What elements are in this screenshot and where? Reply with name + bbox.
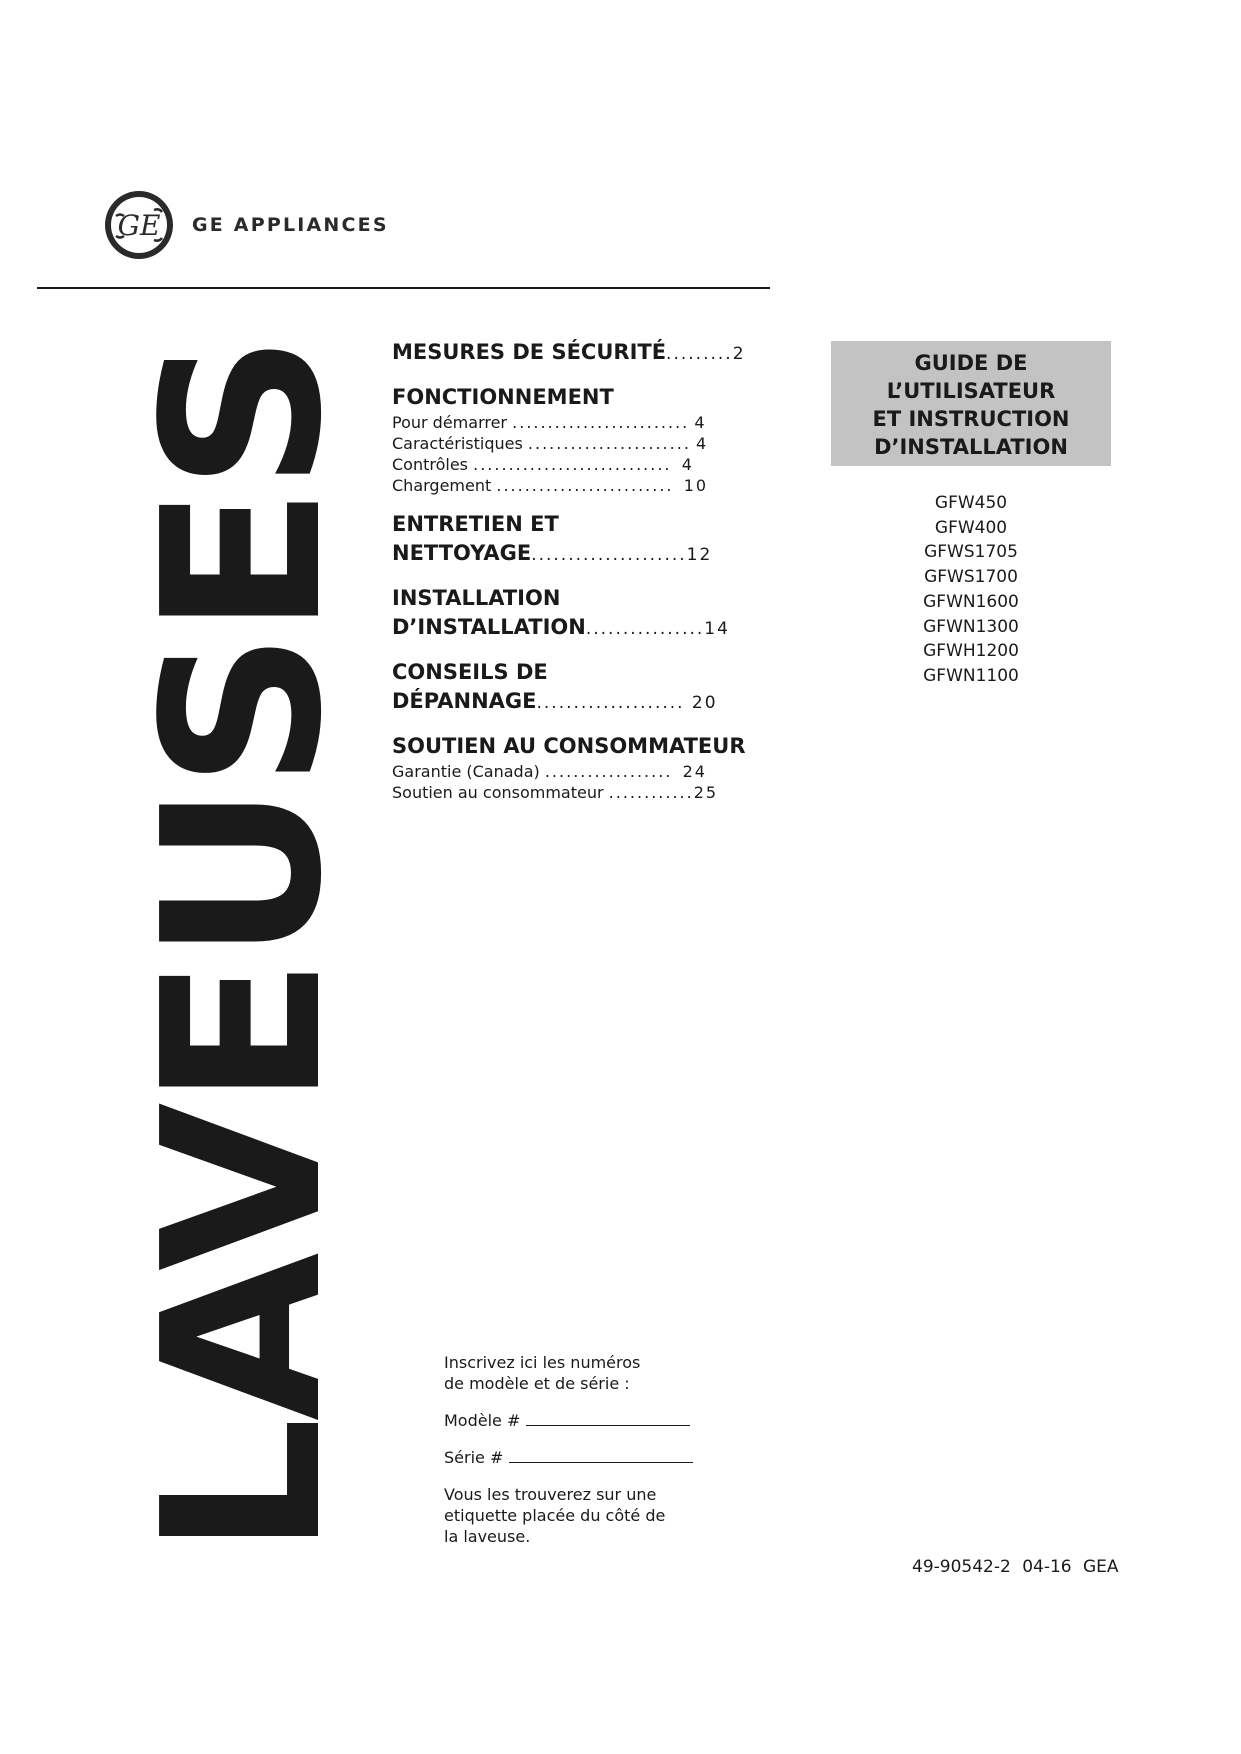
serial-number-field: Série # (444, 1447, 744, 1468)
toc-section-title: INSTALLATION (392, 586, 561, 610)
toc-section-title: ENTRETIEN ET (392, 512, 559, 536)
guide-title-box (831, 341, 1111, 466)
model-number: GFW400 (934, 517, 1008, 538)
toc-page-number: 2 (732, 344, 746, 364)
toc-section-title-line2: NETTOYAGE (392, 541, 532, 565)
guide-title-line: ET INSTRUCTION (872, 407, 1070, 431)
brand-name: GE APPLIANCES (192, 214, 389, 236)
guide-title-line: D’INSTALLATION (874, 435, 1068, 459)
serial-blank-line (509, 1447, 693, 1463)
model-number-field: Modèle # (444, 1410, 744, 1431)
guide-title-line: GUIDE DE (914, 351, 1028, 375)
model-list (831, 491, 1111, 689)
toc-section-title: FONCTIONNEMENT (392, 385, 614, 409)
guide-title-line: L’UTILISATEUR (886, 379, 1056, 403)
toc-leader: ......... (666, 344, 733, 364)
toc-leader: ................ (585, 619, 705, 639)
toc-section-title: CONSEILS DE (392, 660, 548, 684)
toc-item: Caractéristiques ....................... 4 (392, 434, 709, 453)
toc-section-title-line2: D’INSTALLATION (392, 615, 586, 639)
toc-item: Soutien au consommateur ............25 (392, 783, 719, 802)
toc-leader: ..................... (531, 545, 687, 565)
toc-item: Contrôles ............................ 4 (392, 455, 694, 474)
toc-section-troubleshooting (392, 658, 812, 718)
model-number: GFWN1600 (923, 591, 1019, 612)
toc-section-safety (392, 338, 812, 369)
model-number: GFWS1705 (924, 542, 1018, 563)
toc-page-number: 20 (691, 693, 718, 713)
table-of-contents (392, 338, 812, 817)
toc-item: Chargement ......................... 10 (392, 476, 709, 495)
document-code: 49-90542-2 04-16 GEA (912, 1557, 1119, 1577)
model-number: GFWH1200 (923, 641, 1019, 662)
svg-text:GE: GE (117, 209, 161, 242)
model-blank-line (526, 1410, 690, 1426)
register-serial-block (444, 1352, 744, 1563)
model-number: GFWN1300 (923, 616, 1019, 637)
toc-item: Garantie (Canada) .................. 24 (392, 762, 707, 781)
toc-page-number: 12 (686, 545, 713, 565)
ge-logo-icon (104, 190, 174, 260)
model-number: GFWN1100 (923, 665, 1019, 686)
toc-section-operation (392, 383, 812, 496)
toc-section-installation (392, 584, 812, 644)
model-number: GFW450 (934, 493, 1008, 513)
toc-section-title: SOUTIEN AU CONSOMMATEUR (392, 734, 746, 758)
header-divider (37, 287, 770, 289)
toc-page-number: 14 (704, 619, 730, 639)
toc-section-support (392, 732, 812, 803)
toc-leader: .................... (536, 693, 685, 713)
toc-item: Pour démarrer ......................... 4 (392, 413, 707, 432)
toc-section-maintenance (392, 510, 812, 570)
toc-section-title-line2: DÉPANNAGE (392, 689, 537, 713)
document-title: LAVEUSES (117, 337, 370, 1556)
model-number: GFWS1700 (924, 567, 1018, 588)
register-note: Vous les trouverez sur une etiquette placée du côté de la laveuse. (444, 1485, 666, 1546)
toc-section-title: MESURES DE SÉCURITÉ (392, 340, 667, 364)
register-intro: Inscrivez ici les numéros de modèle et de série : (444, 1353, 641, 1393)
